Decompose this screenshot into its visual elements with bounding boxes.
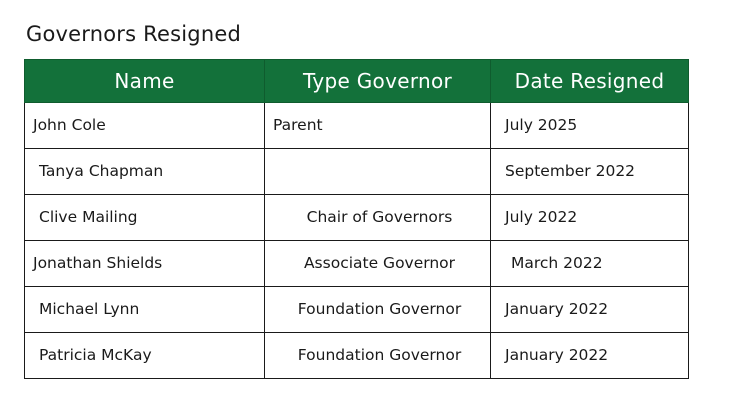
- table-row: [25, 287, 689, 333]
- cell-type-governor: [265, 149, 491, 195]
- cell-text: Michael Lynn: [39, 300, 140, 318]
- cell-text: Chair of Governors: [306, 208, 453, 226]
- cell-name: [25, 241, 265, 287]
- cell-text: Patricia McKay: [39, 346, 152, 364]
- cell-date-resigned: [491, 103, 689, 149]
- cell-date-resigned: [491, 287, 689, 333]
- table-header-row: [25, 60, 689, 103]
- cell-text: Jonathan Shields: [33, 254, 163, 272]
- cell-text: January 2022: [505, 346, 609, 364]
- cell-date-resigned: [491, 195, 689, 241]
- table-body: [25, 103, 689, 379]
- table-row: [25, 333, 689, 379]
- cell-text: Foundation Governor: [297, 300, 462, 318]
- cell-text: Foundation Governor: [297, 346, 462, 364]
- cell-name: [25, 103, 265, 149]
- table-header: [25, 60, 689, 103]
- cell-name: [25, 333, 265, 379]
- table-row: [25, 195, 689, 241]
- governors-resigned-table: [24, 59, 689, 379]
- table-row: [25, 149, 689, 195]
- page-title: Governors Resigned: [26, 22, 241, 46]
- cell-name: [25, 287, 265, 333]
- column-header-type-governor: Type Governor: [265, 60, 491, 103]
- cell-text: September 2022: [505, 162, 636, 180]
- cell-date-resigned: [491, 149, 689, 195]
- column-header-name: Name: [25, 60, 265, 103]
- cell-type-governor: [265, 103, 491, 149]
- cell-text: January 2022: [505, 300, 609, 318]
- table-row: [25, 241, 689, 287]
- cell-name: [25, 195, 265, 241]
- cell-text: Associate Governor: [303, 254, 456, 272]
- cell-text: March 2022: [511, 254, 603, 272]
- cell-type-governor: [265, 333, 491, 379]
- cell-type-governor: [265, 287, 491, 333]
- table-row: [25, 103, 689, 149]
- cell-date-resigned: [491, 333, 689, 379]
- cell-date-resigned: [491, 241, 689, 287]
- cell-type-governor: [265, 195, 491, 241]
- column-header-date-resigned: Date Resigned: [491, 60, 689, 103]
- cell-text: July 2025: [505, 116, 578, 134]
- cell-text: July 2022: [505, 208, 578, 226]
- cell-name: [25, 149, 265, 195]
- cell-text: Tanya Chapman: [39, 162, 164, 180]
- cell-text: John Cole: [33, 116, 106, 134]
- cell-text: Clive Mailing: [39, 208, 138, 226]
- cell-type-governor: [265, 241, 491, 287]
- cell-text: Parent: [273, 116, 323, 134]
